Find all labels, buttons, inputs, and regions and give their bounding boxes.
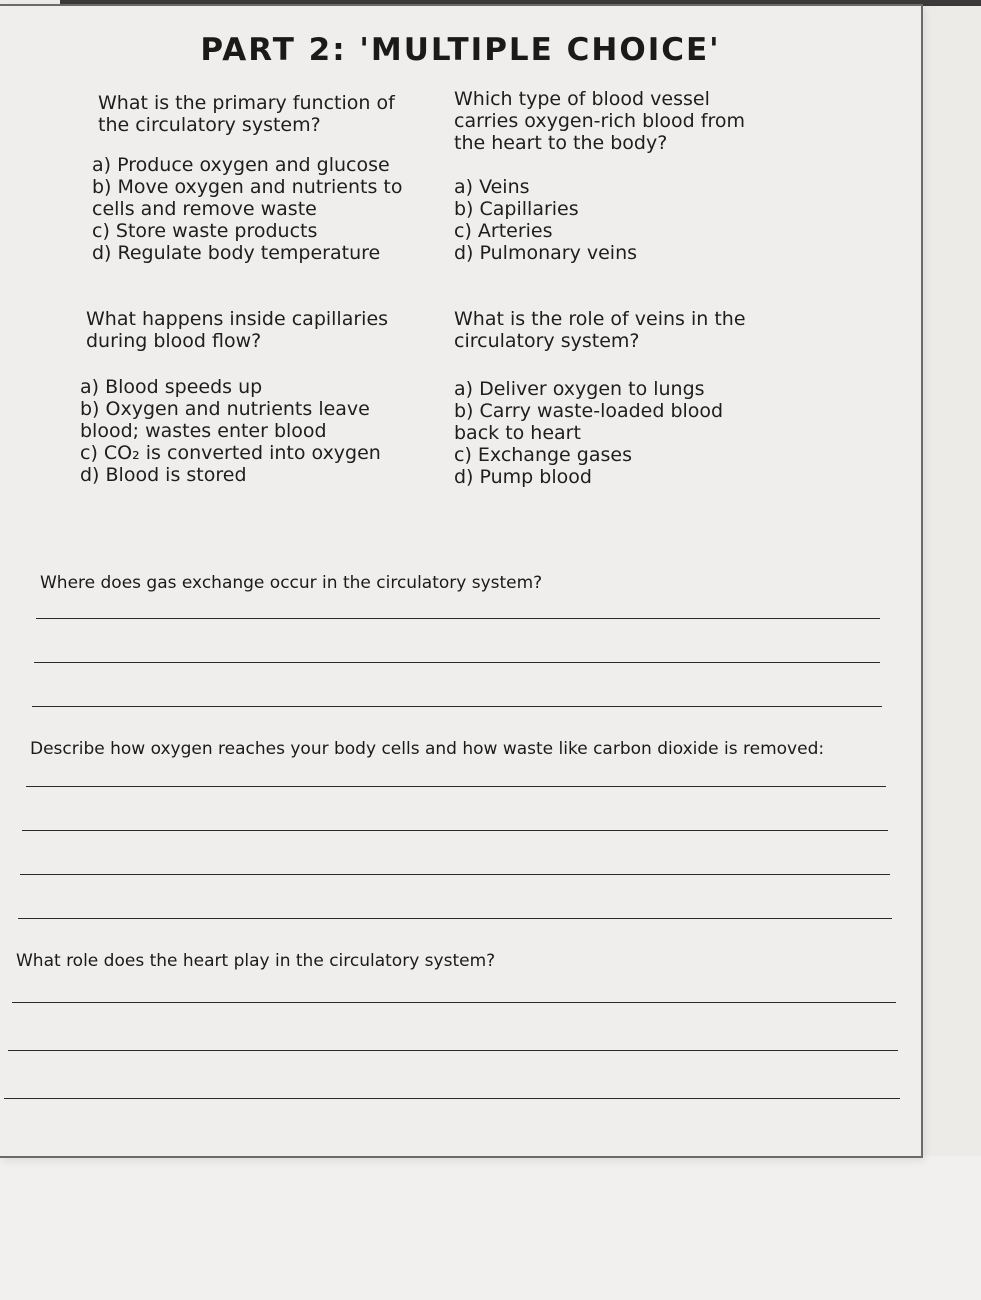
answer-line[interactable]: [8, 1050, 898, 1051]
answer-line[interactable]: [36, 618, 880, 619]
worksheet-page: [0, 4, 923, 1158]
mc-options-2: [454, 176, 637, 264]
answer-line[interactable]: [4, 1098, 900, 1099]
question-text: What is the role of veins in the: [454, 308, 746, 330]
question-text: circulatory system?: [454, 330, 640, 352]
option-b: b) Capillaries: [454, 198, 579, 220]
short-answer-question-1: Where does gas exchange occur in the circulatory system?: [40, 573, 543, 593]
mc-question-3: [86, 308, 388, 352]
option-b-cont: back to heart: [454, 422, 581, 444]
option-d: d) Pump blood: [454, 466, 592, 488]
option-a: a) Deliver oxygen to lungs: [454, 378, 705, 400]
option-b-cont: cells and remove waste: [92, 198, 317, 220]
question-text: the heart to the body?: [454, 132, 668, 154]
section-title: PART 2: 'MULTIPLE CHOICE': [200, 32, 721, 68]
option-c: c) Store waste products: [92, 220, 318, 242]
option-a: a) Produce oxygen and glucose: [92, 154, 390, 176]
option-c: c) CO₂ is converted into oxygen: [80, 442, 381, 464]
option-c: c) Arteries: [454, 220, 553, 242]
question-text: during blood flow?: [86, 330, 262, 352]
option-c: c) Exchange gases: [454, 444, 632, 466]
answer-line[interactable]: [18, 918, 892, 919]
mc-options-1: [92, 154, 402, 264]
option-b-cont: blood; wastes enter blood: [80, 420, 327, 442]
mc-question-1: [98, 92, 395, 152]
answer-line[interactable]: [26, 786, 886, 787]
option-d: d) Blood is stored: [80, 464, 247, 486]
desk-surface: [0, 1156, 981, 1300]
mc-question-2: [454, 88, 745, 154]
mc-options-3: [80, 376, 381, 486]
option-b: b) Oxygen and nutrients leave: [80, 398, 370, 420]
option-b: b) Move oxygen and nutrients to: [92, 176, 403, 198]
question-text: What is the primary function of: [98, 92, 395, 114]
answer-line[interactable]: [20, 874, 890, 875]
answer-line[interactable]: [22, 830, 888, 831]
option-d: d) Regulate body temperature: [92, 242, 381, 264]
question-text: Which type of blood vessel: [454, 88, 710, 110]
question-text: the circulatory system?: [98, 114, 321, 136]
option-a: a) Blood speeds up: [80, 376, 263, 398]
mc-question-4: [454, 308, 746, 352]
short-answer-question-2: Describe how oxygen reaches your body cells and how waste like carbon dioxide is removed:: [30, 739, 825, 759]
option-b: b) Carry waste-loaded blood: [454, 400, 724, 422]
answer-line[interactable]: [12, 1002, 896, 1003]
question-text: carries oxygen-rich blood from: [454, 110, 745, 132]
question-text: What happens inside capillaries: [86, 308, 389, 330]
option-d: d) Pulmonary veins: [454, 242, 638, 264]
option-a: a) Veins: [454, 176, 530, 198]
short-answer-question-3: What role does the heart play in the circulatory system?: [16, 951, 496, 971]
mc-options-4: [454, 378, 723, 488]
answer-line[interactable]: [34, 662, 880, 663]
answer-line[interactable]: [32, 706, 882, 707]
